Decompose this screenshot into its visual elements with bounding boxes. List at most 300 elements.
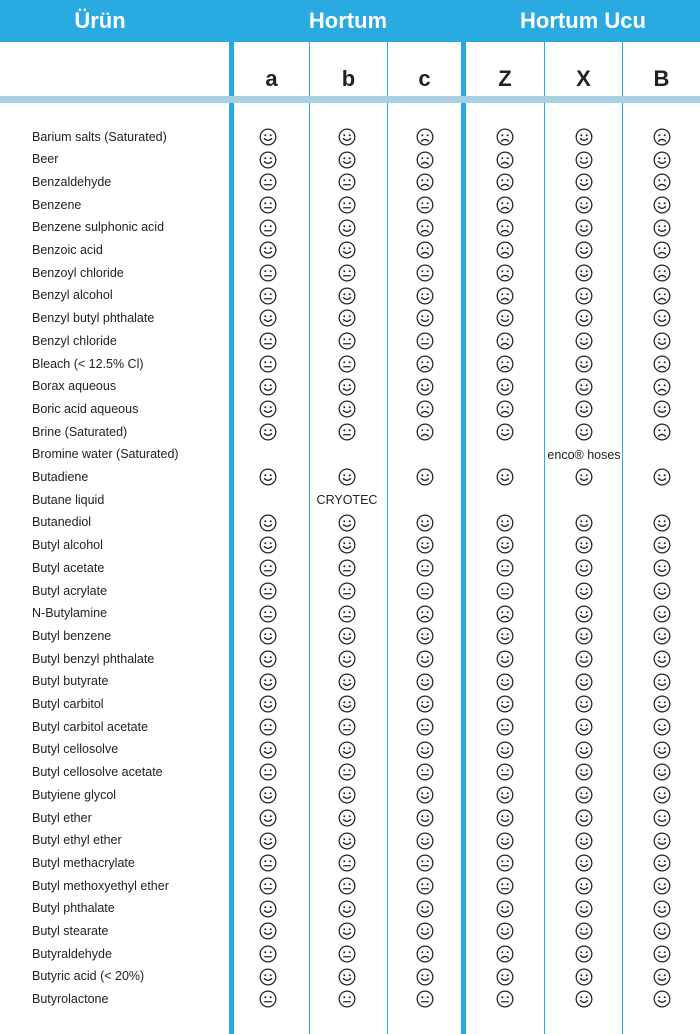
- sad-face-icon: [386, 943, 464, 966]
- sad-face-icon: [466, 398, 544, 421]
- happy-face-icon: [386, 625, 464, 648]
- happy-face-icon: [229, 897, 307, 920]
- neutral-face-icon: [466, 761, 544, 784]
- table-row: [0, 466, 700, 489]
- neutral-face-icon: [229, 875, 307, 898]
- happy-face-icon: [308, 284, 386, 307]
- happy-face-icon: [386, 965, 464, 988]
- neutral-face-icon: [386, 194, 464, 217]
- happy-face-icon: [623, 693, 700, 716]
- happy-face-icon: [229, 784, 307, 807]
- product-name: Boric acid aqueous: [32, 401, 139, 416]
- table-row: [0, 489, 700, 512]
- product-name: Butadiene: [32, 470, 89, 484]
- happy-face-icon: [229, 398, 307, 421]
- happy-face-icon: [308, 693, 386, 716]
- sad-face-icon: [623, 171, 700, 194]
- happy-face-icon: [229, 466, 307, 489]
- neutral-face-icon: [308, 852, 386, 875]
- product-name: Butyl methoxyethyl ether: [32, 878, 169, 893]
- happy-face-icon: [545, 829, 623, 852]
- sad-face-icon: [623, 262, 700, 285]
- column-header-c: c: [418, 66, 431, 91]
- sad-face-icon: [466, 239, 544, 262]
- happy-face-icon: [308, 148, 386, 171]
- neutral-face-icon: [386, 852, 464, 875]
- neutral-face-icon: [229, 194, 307, 217]
- sad-face-icon: [386, 148, 464, 171]
- sad-face-icon: [623, 284, 700, 307]
- neutral-face-icon: [308, 761, 386, 784]
- happy-face-icon: [545, 330, 623, 353]
- happy-face-icon: [386, 829, 464, 852]
- happy-face-icon: [229, 693, 307, 716]
- sad-face-icon: [466, 262, 544, 285]
- happy-face-icon: [623, 943, 700, 966]
- happy-face-icon: [308, 534, 386, 557]
- happy-face-icon: [545, 284, 623, 307]
- table-row: [0, 534, 700, 557]
- product-name: Benzene sulphonic acid: [32, 220, 165, 235]
- happy-face-icon: [623, 648, 700, 671]
- happy-face-icon: [545, 466, 623, 489]
- neutral-face-icon: [229, 171, 307, 194]
- happy-face-icon: [623, 897, 700, 920]
- happy-face-icon: [229, 421, 307, 444]
- product-name: Beer: [32, 152, 59, 167]
- product-name: Butanediol: [32, 515, 92, 530]
- neutral-face-icon: [229, 852, 307, 875]
- happy-face-icon: [545, 307, 623, 330]
- happy-face-icon: [623, 988, 700, 1011]
- happy-face-icon: [308, 126, 386, 149]
- happy-face-icon: [545, 262, 623, 285]
- happy-face-icon: [308, 738, 386, 761]
- header-product: Ürün: [74, 8, 126, 33]
- table-row: [0, 784, 700, 807]
- happy-face-icon: [623, 330, 700, 353]
- neutral-face-icon: [386, 761, 464, 784]
- neutral-face-icon: [229, 943, 307, 966]
- happy-face-icon: [229, 375, 307, 398]
- neutral-face-icon: [308, 580, 386, 603]
- happy-face-icon: [545, 897, 623, 920]
- happy-face-icon: [623, 602, 700, 625]
- happy-face-icon: [545, 375, 623, 398]
- happy-face-icon: [623, 965, 700, 988]
- neutral-face-icon: [386, 716, 464, 739]
- happy-face-icon: [386, 511, 464, 534]
- sad-face-icon: [466, 284, 544, 307]
- sad-face-icon: [386, 398, 464, 421]
- product-name: Butyl alcohol: [32, 538, 103, 553]
- product-name: Benzyl butyl phthalate: [32, 311, 155, 326]
- happy-face-icon: [229, 307, 307, 330]
- happy-face-icon: [545, 398, 623, 421]
- sad-face-icon: [466, 126, 544, 149]
- happy-face-icon: [545, 761, 623, 784]
- happy-face-icon: [466, 625, 544, 648]
- product-name: Benzyl alcohol: [32, 288, 113, 303]
- happy-face-icon: [545, 988, 623, 1011]
- product-name: Butyrolactone: [32, 992, 109, 1007]
- happy-face-icon: [466, 648, 544, 671]
- happy-face-icon: [545, 965, 623, 988]
- happy-face-icon: [545, 943, 623, 966]
- happy-face-icon: [545, 602, 623, 625]
- happy-face-icon: [623, 829, 700, 852]
- neutral-face-icon: [386, 988, 464, 1011]
- product-name: Bleach (< 12.5% Cl): [32, 356, 144, 371]
- happy-face-icon: [308, 648, 386, 671]
- happy-face-icon: [308, 216, 386, 239]
- happy-face-icon: [623, 307, 700, 330]
- product-name: Butyl cellosolve acetate: [32, 765, 163, 780]
- product-name: Benzyl chloride: [32, 333, 117, 348]
- table-row: [0, 625, 700, 648]
- neutral-face-icon: [229, 284, 307, 307]
- product-name: Butyl butyrate: [32, 674, 109, 689]
- happy-face-icon: [545, 580, 623, 603]
- happy-face-icon: [229, 534, 307, 557]
- happy-face-icon: [545, 171, 623, 194]
- happy-face-icon: [386, 466, 464, 489]
- happy-face-icon: [623, 398, 700, 421]
- column-header-a: a: [265, 66, 278, 91]
- happy-face-icon: [466, 534, 544, 557]
- happy-face-icon: [308, 965, 386, 988]
- table-row: [0, 375, 700, 398]
- table-row: [0, 875, 700, 898]
- happy-face-icon: [466, 897, 544, 920]
- happy-face-icon: [466, 693, 544, 716]
- sad-face-icon: [386, 421, 464, 444]
- happy-face-icon: [545, 625, 623, 648]
- product-name: Butyraldehyde: [32, 946, 112, 961]
- product-name: Brine (Saturated): [32, 424, 128, 439]
- happy-face-icon: [466, 307, 544, 330]
- sad-face-icon: [623, 239, 700, 262]
- happy-face-icon: [623, 716, 700, 739]
- happy-face-icon: [386, 738, 464, 761]
- product-name: Barium salts (Saturated): [32, 129, 167, 144]
- sad-face-icon: [623, 421, 700, 444]
- happy-face-icon: [545, 194, 623, 217]
- neutral-face-icon: [308, 171, 386, 194]
- happy-face-icon: [623, 807, 700, 830]
- happy-face-icon: [545, 670, 623, 693]
- product-name: Butyl carbitol: [32, 697, 104, 711]
- table-row: [0, 943, 700, 966]
- happy-face-icon: [229, 670, 307, 693]
- happy-face-icon: [308, 920, 386, 943]
- happy-face-icon: [308, 784, 386, 807]
- product-name: Benzene: [32, 197, 82, 212]
- product-name: Butyl carbitol acetate: [32, 719, 149, 734]
- product-name: Butyiene glycol: [32, 787, 117, 802]
- neutral-face-icon: [308, 330, 386, 353]
- table-row: [0, 670, 700, 693]
- sad-face-icon: [386, 239, 464, 262]
- happy-face-icon: [308, 829, 386, 852]
- product-name: N-Butylamine: [32, 606, 108, 621]
- happy-face-icon: [308, 466, 386, 489]
- neutral-face-icon: [308, 421, 386, 444]
- happy-face-icon: [545, 534, 623, 557]
- product-name: Butyric acid (< 20%): [32, 969, 145, 984]
- happy-face-icon: [545, 852, 623, 875]
- product-name: Butyl benzene: [32, 628, 112, 643]
- neutral-face-icon: [229, 557, 307, 580]
- table-row: [0, 353, 700, 376]
- happy-face-icon: [229, 625, 307, 648]
- happy-face-icon: [545, 875, 623, 898]
- sad-face-icon: [466, 194, 544, 217]
- product-name: Butyl ether: [32, 810, 92, 825]
- happy-face-icon: [545, 557, 623, 580]
- sad-face-icon: [386, 216, 464, 239]
- product-name: Benzoyl chloride: [32, 265, 124, 280]
- table-row: [0, 443, 700, 466]
- product-name: Butyl cellosolve: [32, 742, 119, 757]
- happy-face-icon: [229, 239, 307, 262]
- table-row: [0, 194, 700, 217]
- neutral-face-icon: [466, 557, 544, 580]
- happy-face-icon: [545, 716, 623, 739]
- happy-face-icon: [229, 126, 307, 149]
- happy-face-icon: [308, 375, 386, 398]
- neutral-face-icon: [229, 602, 307, 625]
- table-row: [0, 580, 700, 603]
- table-row: [0, 148, 700, 171]
- happy-face-icon: [466, 920, 544, 943]
- sad-face-icon: [466, 148, 544, 171]
- happy-face-icon: [386, 693, 464, 716]
- table-row: [0, 988, 700, 1011]
- happy-face-icon: [466, 466, 544, 489]
- happy-face-icon: [308, 897, 386, 920]
- product-name: Benzoic acid: [32, 243, 103, 257]
- table-row: [0, 761, 700, 784]
- happy-face-icon: [466, 738, 544, 761]
- happy-face-icon: [545, 511, 623, 534]
- happy-face-icon: [545, 126, 623, 149]
- neutral-face-icon: [308, 353, 386, 376]
- neutral-face-icon: [229, 353, 307, 376]
- happy-face-icon: [386, 897, 464, 920]
- sad-face-icon: [386, 171, 464, 194]
- column-header-b2: B: [653, 66, 670, 91]
- table-row: [0, 557, 700, 580]
- happy-face-icon: [466, 375, 544, 398]
- happy-face-icon: [545, 648, 623, 671]
- happy-face-icon: [386, 920, 464, 943]
- happy-face-icon: [623, 511, 700, 534]
- neutral-face-icon: [386, 875, 464, 898]
- happy-face-icon: [623, 761, 700, 784]
- happy-face-icon: [623, 625, 700, 648]
- neutral-face-icon: [308, 557, 386, 580]
- happy-face-icon: [545, 239, 623, 262]
- table-row: [0, 262, 700, 285]
- table-row: [0, 738, 700, 761]
- table-row: [0, 602, 700, 625]
- table-row: [0, 852, 700, 875]
- neutral-face-icon: [308, 194, 386, 217]
- happy-face-icon: [545, 353, 623, 376]
- sad-face-icon: [466, 330, 544, 353]
- happy-face-icon: [229, 148, 307, 171]
- sad-face-icon: [466, 602, 544, 625]
- happy-face-icon: [229, 965, 307, 988]
- table-row: [0, 807, 700, 830]
- table-row: [0, 171, 700, 194]
- sad-face-icon: [386, 353, 464, 376]
- happy-face-icon: [308, 807, 386, 830]
- neutral-face-icon: [229, 262, 307, 285]
- column-header-z: Z: [498, 66, 512, 91]
- product-name: Butyl benzyl phthalate: [32, 651, 155, 666]
- table-row: [0, 648, 700, 671]
- happy-face-icon: [623, 557, 700, 580]
- happy-face-icon: [545, 738, 623, 761]
- happy-face-icon: [386, 375, 464, 398]
- happy-face-icon: [623, 580, 700, 603]
- header-hose: Hortum: [308, 8, 388, 33]
- happy-face-icon: [623, 738, 700, 761]
- happy-face-icon: [229, 920, 307, 943]
- happy-face-icon: [623, 534, 700, 557]
- table-row: [0, 421, 700, 444]
- sad-face-icon: [466, 943, 544, 966]
- product-name: Butyl acetate: [32, 560, 105, 575]
- neutral-face-icon: [466, 875, 544, 898]
- header-hose-end: Hortum Ucu: [520, 8, 646, 33]
- product-name: Butane liquid: [32, 492, 105, 507]
- neutral-face-icon: [229, 216, 307, 239]
- happy-face-icon: [308, 398, 386, 421]
- happy-face-icon: [386, 648, 464, 671]
- happy-face-icon: [623, 670, 700, 693]
- happy-face-icon: [545, 421, 623, 444]
- neutral-face-icon: [308, 943, 386, 966]
- neutral-face-icon: [229, 988, 307, 1011]
- neutral-face-icon: [308, 602, 386, 625]
- product-name: Butyl ethyl ether: [32, 833, 122, 848]
- happy-face-icon: [308, 307, 386, 330]
- happy-face-icon: [308, 670, 386, 693]
- table-row: [0, 330, 700, 353]
- happy-face-icon: [466, 829, 544, 852]
- happy-face-icon: [386, 784, 464, 807]
- happy-face-icon: [308, 625, 386, 648]
- column-header-x: X: [576, 66, 591, 91]
- sad-face-icon: [386, 126, 464, 149]
- happy-face-icon: [308, 239, 386, 262]
- table-row: [0, 398, 700, 421]
- neutral-face-icon: [308, 716, 386, 739]
- happy-face-icon: [466, 421, 544, 444]
- happy-face-icon: [466, 670, 544, 693]
- table-row: [0, 216, 700, 239]
- sad-face-icon: [386, 602, 464, 625]
- neutral-face-icon: [308, 988, 386, 1011]
- happy-face-icon: [466, 511, 544, 534]
- header-separator: [0, 96, 700, 103]
- happy-face-icon: [623, 852, 700, 875]
- happy-face-icon: [229, 511, 307, 534]
- happy-face-icon: [466, 784, 544, 807]
- product-note: CRYOTEC: [316, 493, 378, 508]
- happy-face-icon: [623, 875, 700, 898]
- neutral-face-icon: [229, 716, 307, 739]
- sad-face-icon: [466, 353, 544, 376]
- sad-face-icon: [466, 216, 544, 239]
- neutral-face-icon: [386, 262, 464, 285]
- happy-face-icon: [623, 784, 700, 807]
- neutral-face-icon: [308, 262, 386, 285]
- neutral-face-icon: [466, 852, 544, 875]
- happy-face-icon: [466, 965, 544, 988]
- neutral-face-icon: [466, 988, 544, 1011]
- table-row: [0, 284, 700, 307]
- product-name: Butyl methacrylate: [32, 855, 135, 870]
- sad-face-icon: [466, 171, 544, 194]
- neutral-face-icon: [466, 716, 544, 739]
- happy-face-icon: [229, 829, 307, 852]
- neutral-face-icon: [386, 557, 464, 580]
- happy-face-icon: [229, 807, 307, 830]
- sad-face-icon: [623, 353, 700, 376]
- happy-face-icon: [545, 920, 623, 943]
- product-name: Borax aqueous: [32, 379, 117, 394]
- happy-face-icon: [545, 216, 623, 239]
- neutral-face-icon: [466, 580, 544, 603]
- sad-face-icon: [623, 126, 700, 149]
- happy-face-icon: [623, 216, 700, 239]
- happy-face-icon: [545, 693, 623, 716]
- neutral-face-icon: [386, 580, 464, 603]
- product-name: Bromine water (Saturated): [32, 447, 179, 462]
- product-name: Benzaldehyde: [32, 174, 112, 189]
- table-row: [0, 897, 700, 920]
- neutral-face-icon: [386, 330, 464, 353]
- happy-face-icon: [386, 307, 464, 330]
- happy-face-icon: [386, 670, 464, 693]
- product-name: Butyl phthalate: [32, 901, 115, 916]
- table-row: [0, 920, 700, 943]
- happy-face-icon: [229, 648, 307, 671]
- table-row: [0, 829, 700, 852]
- column-header-b: b: [341, 66, 356, 91]
- happy-face-icon: [545, 807, 623, 830]
- table-row: [0, 716, 700, 739]
- table-row: [0, 239, 700, 262]
- product-name: Butyl acrylate: [32, 583, 108, 598]
- happy-face-icon: [545, 784, 623, 807]
- neutral-face-icon: [229, 761, 307, 784]
- table-row: [0, 511, 700, 534]
- happy-face-icon: [623, 466, 700, 489]
- neutral-face-icon: [229, 330, 307, 353]
- happy-face-icon: [308, 511, 386, 534]
- neutral-face-icon: [229, 580, 307, 603]
- happy-face-icon: [623, 920, 700, 943]
- product-name: Butyl stearate: [32, 924, 109, 938]
- sad-face-icon: [623, 375, 700, 398]
- hose-note: enco® hoses: [547, 447, 621, 462]
- happy-face-icon: [545, 148, 623, 171]
